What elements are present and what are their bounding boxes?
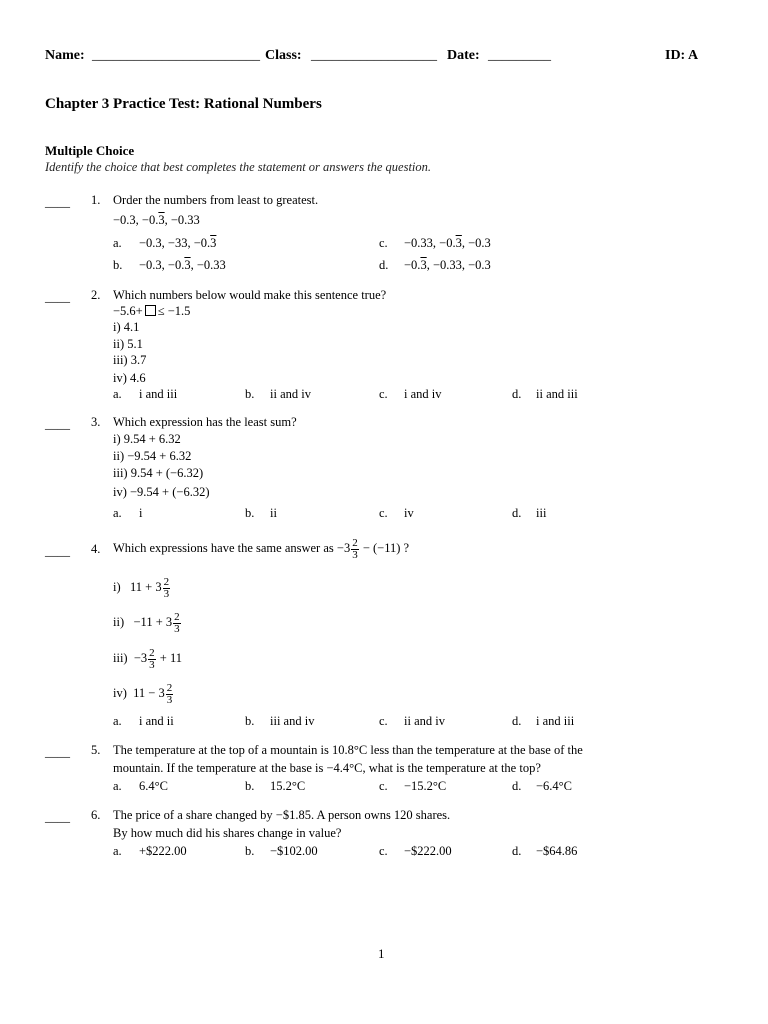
choice-2c[interactable]: i and iv [404,387,442,401]
section-instructions: Identify the choice that best completes the statement or answers the question. [45,160,432,174]
choice-3a[interactable]: i [139,506,143,520]
choice-label: c. [379,387,388,401]
choice-label: a. [113,844,122,858]
question-number-6: 6. [91,808,101,822]
name-label: Name: [45,48,85,63]
question-text-3: Which expression has the least sum? [113,415,297,429]
choice-2a[interactable]: i and iii [139,387,178,401]
date-blank: _________ [488,48,551,63]
answer-blank-6[interactable]: ____ [45,810,70,824]
list-item: iv) −9.54 + (−6.32) [113,485,210,499]
choice-label: d. [512,387,522,401]
choice-2b[interactable]: ii and iv [270,387,311,401]
choice-label: d. [512,779,522,793]
answer-blank-4[interactable]: ____ [45,544,70,558]
choice-label: c. [379,714,388,728]
choice-2d[interactable]: ii and iii [536,387,578,401]
expression-item-i: i) 11 + 3 $\frac{2}{3}$ [113,575,170,600]
choice-label: b. [245,506,255,520]
choice-6d[interactable]: −$64.86 [536,844,578,858]
answer-blank-1[interactable]: ____ [45,195,70,209]
question-text-1: Order the numbers from least to greatest. [113,193,319,207]
choice-3d[interactable]: iii [536,506,547,520]
choice-label: c. [379,844,388,858]
choice-5b[interactable]: 15.2°C [270,779,306,793]
choice-1a[interactable]: −0.3, −33, −0.3 [139,236,217,250]
choice-1c[interactable]: −0.33, −0.3, −0.3 [404,236,491,250]
choice-label: a. [113,236,122,250]
date-label: Date: [447,48,480,63]
page-number: 1 [378,946,385,961]
choice-label: b. [245,844,255,858]
question-text-4-lead: Which expressions have the same answer as [113,541,334,555]
choice-label: c. [379,779,388,793]
list-item: i) 9.54 + 6.32 [113,432,181,446]
choice-4c[interactable]: ii and iv [404,714,445,728]
question-text-5-line1: The temperature at the top of a mountain is 10.8°C less than the temperature at the base of the [113,743,583,757]
choice-4b[interactable]: iii and iv [270,714,315,728]
choice-label: d. [379,258,389,272]
choice-label: b. [245,779,255,793]
fraction: $\frac{2}{3}$ [352,536,358,561]
expression-item-iv: iv) 11 − 3 $\frac{2}{3}$ [113,681,173,706]
choice-5a[interactable]: 6.4°C [139,779,168,793]
choice-label: d. [512,844,522,858]
choice-4a[interactable]: i and ii [139,714,174,728]
choice-1d[interactable]: −0.3, −0.33, −0.3 [404,258,491,272]
question-number-1: 1. [91,193,101,207]
choice-5c[interactable]: −15.2°C [404,779,447,793]
choice-3b[interactable]: ii [270,506,277,520]
choice-label: a. [113,779,122,793]
list-item: iii) 3.7 [113,353,147,367]
blank-box-icon [145,305,156,316]
question-number-5: 5. [91,743,101,757]
choice-label: a. [113,387,122,401]
list-item: i) 4.1 [113,320,140,334]
choice-label: d. [512,714,522,728]
page-title: Chapter 3 Practice Test: Rational Numbers [45,96,322,112]
expression-item-iii: iii) −3 $\frac{2}{3}$ + 11 [113,646,182,671]
question-text-6-line2: By how much did his shares change in value? [113,826,342,840]
choice-1b[interactable]: −0.3, −0.3, −0.33 [139,258,226,272]
choice-label: a. [113,714,122,728]
section-heading: Multiple Choice [45,143,135,158]
answer-blank-5[interactable]: ____ [45,745,70,759]
choice-6c[interactable]: −$222.00 [404,844,452,858]
question-number-2: 2. [91,288,101,302]
choice-label: b. [245,387,255,401]
answer-blank-3[interactable]: ____ [45,417,70,431]
name-blank: ________________________ [92,48,260,63]
question-text-5-line2: mountain. If the temperature at the base is −4.4°C, what is the temperature at the top? [113,761,541,775]
class-blank: __________________ [311,48,437,63]
question-text-4: Which expressions have the same answer as −3 $\frac{2}{3}$ − (−11) ? [113,536,410,561]
list-item: iv) 4.6 [113,371,146,385]
choice-label: c. [379,506,388,520]
expression-item-ii: ii) −11 + 3 $\frac{2}{3}$ [113,610,180,635]
list-item: ii) −9.54 + 6.32 [113,449,192,463]
choice-label: b. [245,714,255,728]
question-number-4: 4. [91,542,101,556]
answer-blank-2[interactable]: ____ [45,290,70,304]
class-label: Class: [265,48,302,63]
choice-label: d. [512,506,522,520]
choice-6a[interactable]: +$222.00 [139,844,187,858]
choice-label: a. [113,506,122,520]
choice-3c[interactable]: iv [404,506,414,520]
id-label: ID: A [665,48,699,63]
choice-label: c. [379,236,388,250]
choice-6b[interactable]: −$102.00 [270,844,318,858]
question-inequality-2: −5.6+ ≤ −1.5 [113,304,191,318]
choice-4d[interactable]: i and iii [536,714,575,728]
question-number-3: 3. [91,415,101,429]
list-item: iii) 9.54 + (−6.32) [113,466,204,480]
choice-5d[interactable]: −6.4°C [536,779,573,793]
list-item: ii) 5.1 [113,337,143,351]
question-text-2: Which numbers below would make this sentence true? [113,288,387,302]
choice-label: b. [113,258,123,272]
question-text-6-line1: The price of a share changed by −$1.85. A person owns 120 shares. [113,808,451,822]
question-expression-1: −0.3, −0.3, −0.33 [113,213,200,227]
